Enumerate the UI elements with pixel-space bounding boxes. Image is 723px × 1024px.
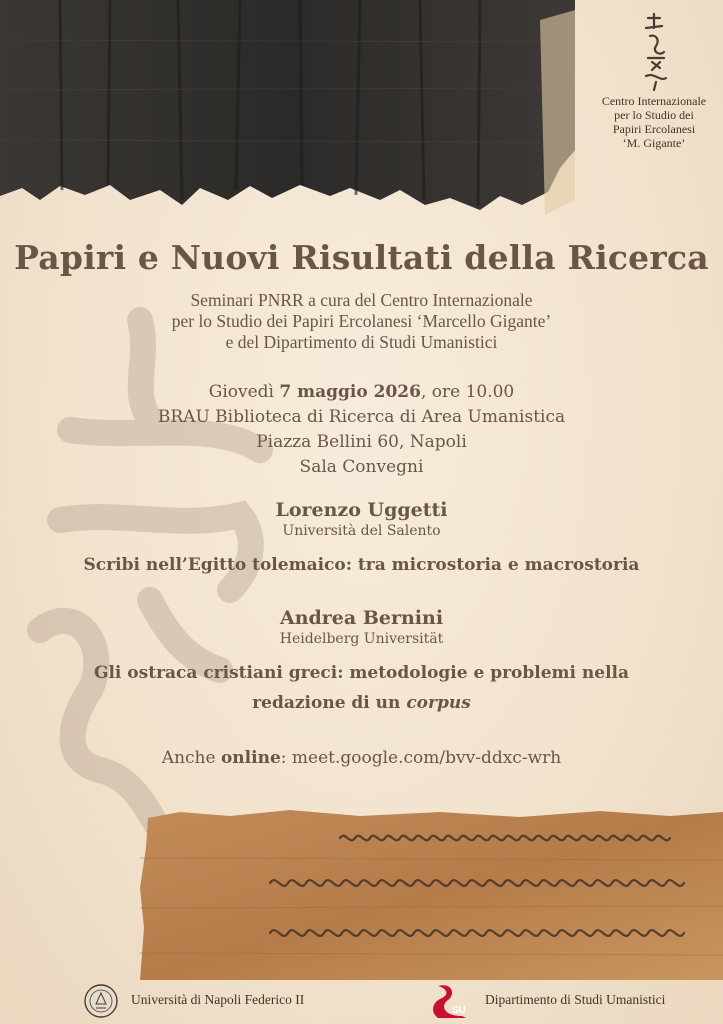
centro-name xyxy=(590,94,718,150)
subtitle-line: per lo Studio dei Papiri Ercolanesi ‘Marcello Gigante’ xyxy=(171,311,552,331)
online-prefix: Anche xyxy=(161,748,221,768)
event-date-line xyxy=(0,380,723,405)
speaker-2 xyxy=(0,606,723,718)
centro-line: ‘M. Gigante’ xyxy=(622,136,686,150)
centro-line: Centro Internazionale xyxy=(601,94,707,108)
online-url[interactable]: : meet.google.com/bvv-ddxc-wrh xyxy=(280,748,562,768)
event-venue: BRAU Biblioteca di Ricerca di Area Umanistica xyxy=(157,407,566,427)
centro-line: Papiri Ercolanesi xyxy=(612,122,696,136)
event-date: 7 maggio 2026 xyxy=(279,382,421,402)
event-address: Piazza Bellini 60, Napoli xyxy=(256,432,467,452)
talk-title-line: Gli ostraca cristiani greci: metodologie e problemi nella xyxy=(93,663,630,683)
su-logo-icon xyxy=(430,982,472,1020)
talk-title: Scribi nell’Egitto tolemaico: tra microstoria e macrostoria xyxy=(83,555,640,575)
speaker-affiliation: Università del Salento xyxy=(282,523,441,539)
subtitle xyxy=(0,290,723,353)
event-time: , ore 10.00 xyxy=(420,382,515,402)
page-title: Papiri e Nuovi Risultati della Ricerca xyxy=(14,238,709,277)
talk-title-italic: corpus xyxy=(406,693,471,713)
talk-title-text: redazione di un xyxy=(252,693,407,713)
talk-title-line xyxy=(0,688,723,718)
online-bold: online xyxy=(220,748,281,768)
speaker-1 xyxy=(0,498,723,580)
subtitle-line: e del Dipartimento di Studi Umanistici xyxy=(225,332,498,352)
department-name: Dipartimento di Studi Umanistici xyxy=(485,992,666,1007)
centro-line: per lo Studio dei xyxy=(614,108,694,122)
event-day: Giovedì xyxy=(208,382,280,402)
papyrus-image-bottom xyxy=(140,808,723,980)
papyrus-image-top xyxy=(0,0,575,222)
event-info xyxy=(0,380,723,480)
subtitle-line: Seminari PNRR a cura del Centro Internazionale xyxy=(190,290,533,310)
talk-title xyxy=(0,658,723,718)
speaker-name: Lorenzo Uggetti xyxy=(275,499,448,521)
su-mark: SU xyxy=(452,1005,466,1016)
centro-logo-icon xyxy=(630,12,682,92)
university-name: Università di Napoli Federico II xyxy=(131,992,305,1007)
speaker-affiliation: Heidelberg Universität xyxy=(279,631,444,647)
speaker-name: Andrea Bernini xyxy=(279,607,444,629)
event-room: Sala Convegni xyxy=(299,457,424,477)
online-link[interactable] xyxy=(0,748,723,768)
university-seal-icon xyxy=(84,984,118,1018)
